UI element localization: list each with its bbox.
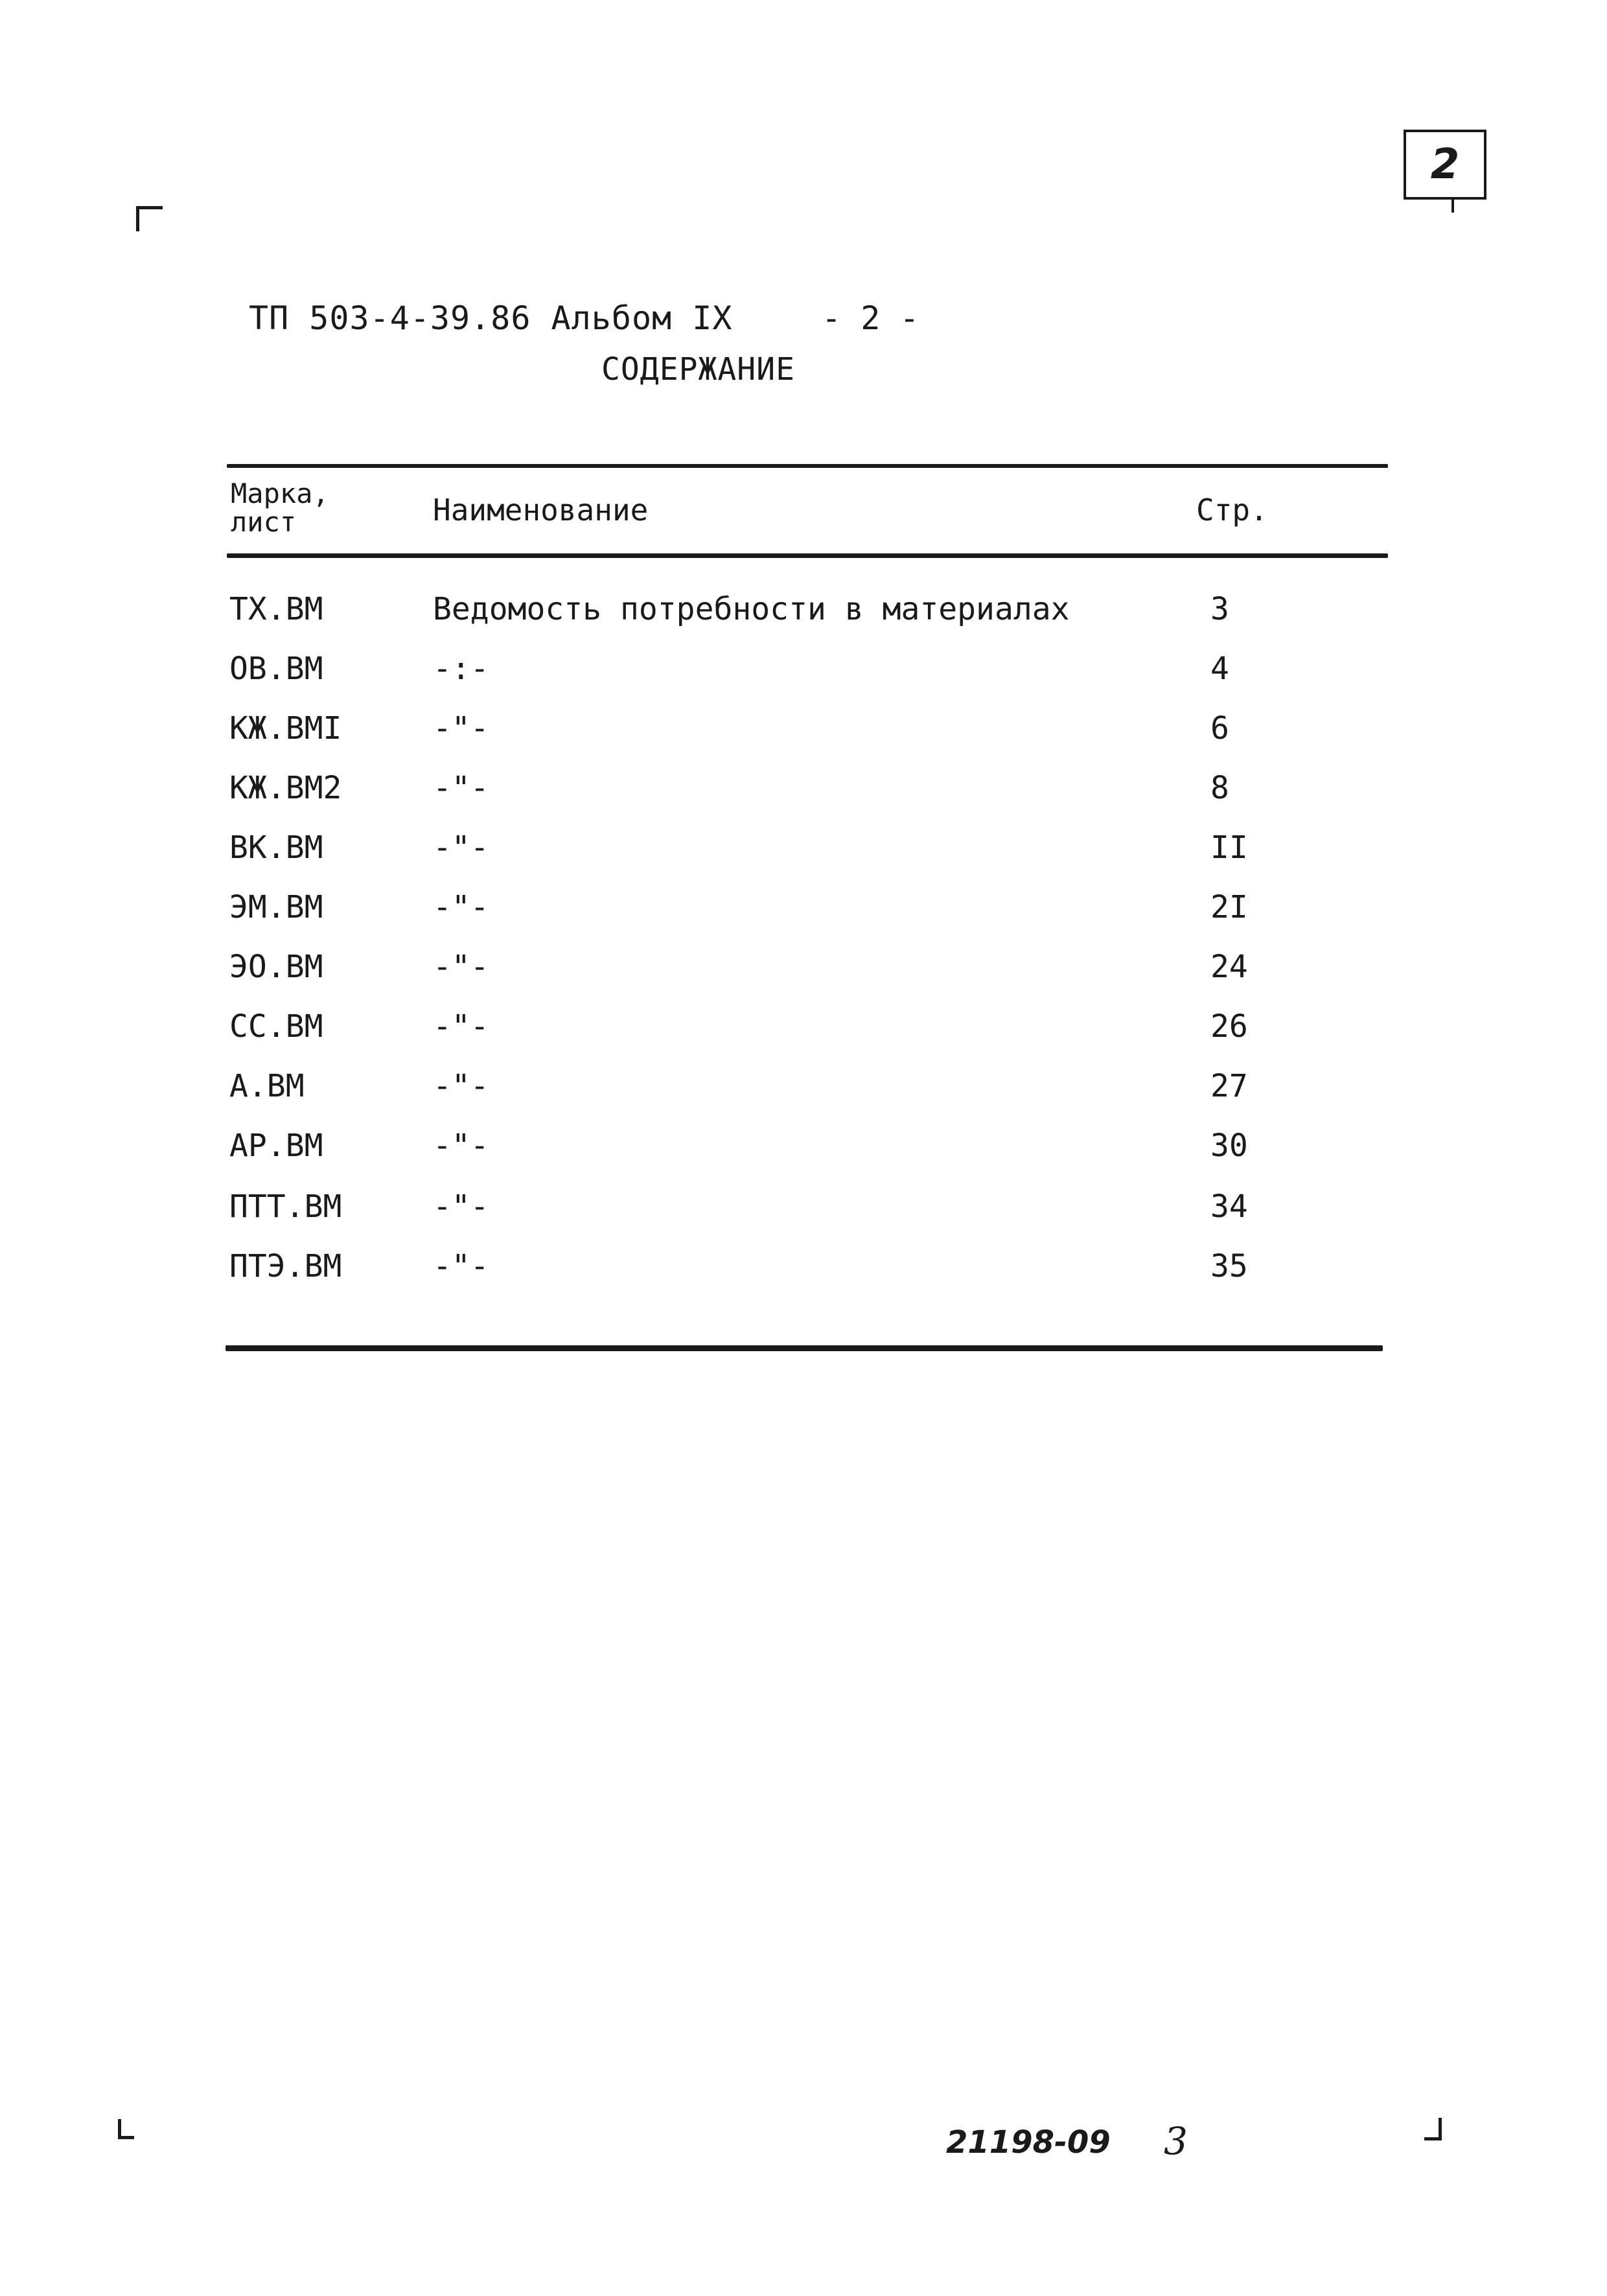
- column-header-page: Стр.: [1196, 493, 1268, 528]
- row-page: 35: [1210, 1248, 1248, 1284]
- row-page: 2I: [1210, 889, 1248, 925]
- row-mark: ТХ.ВМ: [229, 591, 323, 627]
- row-name: -"-: [433, 1189, 489, 1225]
- row-page: 26: [1210, 1008, 1248, 1045]
- row-mark: КЖ.ВМ2: [229, 770, 342, 806]
- inventory-number: 21198-09: [946, 2124, 1111, 2161]
- row-name: -"-: [433, 770, 489, 806]
- column-header-mark: [231, 480, 360, 537]
- row-name: -"-: [433, 889, 489, 925]
- corner-mark-top-left: [136, 206, 163, 231]
- row-page: 3: [1210, 591, 1229, 627]
- row-name: -"-: [433, 1008, 489, 1045]
- row-page: 8: [1210, 770, 1229, 806]
- row-mark: ПТТ.ВМ: [229, 1189, 342, 1225]
- row-page: 34: [1210, 1189, 1248, 1225]
- row-name: -"-: [433, 949, 489, 985]
- row-mark: ЭМ.ВМ: [229, 889, 323, 925]
- row-page: 27: [1210, 1068, 1248, 1104]
- table-header-rule: [227, 553, 1388, 558]
- page-number-box-label: 2: [1430, 141, 1460, 189]
- row-mark: А.ВМ: [229, 1068, 305, 1104]
- row-mark: КЖ.ВМI: [229, 710, 342, 747]
- column-header-mark-line1: Марка,: [231, 478, 329, 509]
- page-title: СОДЕРЖАНИЕ: [601, 351, 795, 388]
- row-name: -"-: [433, 710, 489, 747]
- row-mark: СС.ВМ: [229, 1008, 323, 1045]
- sheet-number: 3: [1164, 2119, 1188, 2163]
- row-page: 4: [1210, 651, 1229, 687]
- row-page: 30: [1210, 1128, 1248, 1164]
- row-name: -"-: [433, 829, 489, 866]
- row-mark: ПТЭ.ВМ: [229, 1248, 342, 1284]
- row-mark: АР.ВМ: [229, 1128, 323, 1164]
- page-number: - 2 -: [822, 299, 919, 337]
- document-code: ТП 503-4-39.86 Альбом IX: [249, 299, 733, 337]
- row-name: -"-: [433, 1128, 489, 1164]
- corner-mark-bottom-right: [1424, 2118, 1442, 2140]
- row-page: 6: [1210, 710, 1229, 747]
- row-mark: ЭО.ВМ: [229, 949, 323, 985]
- column-header-mark-line2: лист: [231, 506, 297, 538]
- page-box-tick-mark: [1451, 198, 1454, 213]
- row-name: Ведомость потребности в материалах: [433, 591, 1070, 627]
- row-mark: ВК.ВМ: [229, 829, 323, 866]
- row-name: -:-: [433, 651, 489, 687]
- page-number-box: [1404, 130, 1486, 200]
- row-page: 24: [1210, 949, 1248, 985]
- row-page: II: [1210, 829, 1248, 866]
- row-name: -"-: [433, 1068, 489, 1104]
- table-bottom-rule: [225, 1345, 1383, 1351]
- column-header-name: Наименование: [433, 493, 649, 528]
- row-mark: ОВ.ВМ: [229, 651, 323, 687]
- table-top-rule: [227, 464, 1388, 468]
- row-name: -"-: [433, 1248, 489, 1284]
- corner-mark-bottom-left: [118, 2119, 134, 2139]
